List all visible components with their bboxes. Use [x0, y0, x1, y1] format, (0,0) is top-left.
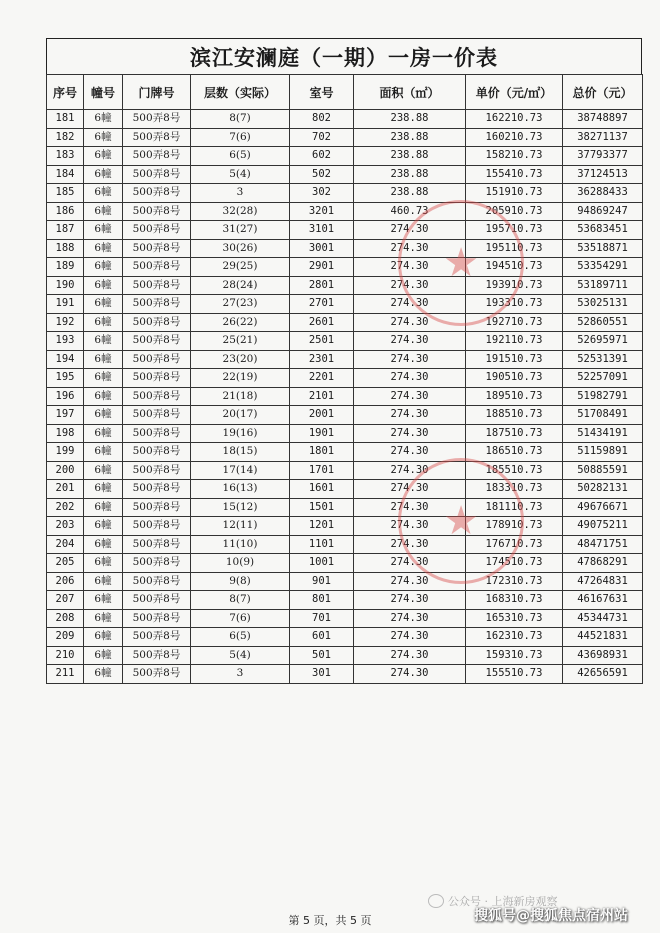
- cell-floor: 23(20): [191, 350, 290, 369]
- cell-area: 274.30: [354, 572, 466, 591]
- cell-index: 188: [47, 239, 84, 258]
- cell-building: 6幢: [84, 332, 123, 351]
- cell-floor: 20(17): [191, 406, 290, 425]
- cell-index: 204: [47, 535, 84, 554]
- cell-room: 601: [290, 628, 354, 647]
- table-row: [47, 332, 643, 351]
- cell-building: 6幢: [84, 276, 123, 295]
- cell-total-price: 51159891: [563, 443, 643, 462]
- cell-unit-price: 183310.73: [466, 480, 563, 499]
- cell-unit-price: 186510.73: [466, 443, 563, 462]
- cell-building: 6幢: [84, 572, 123, 591]
- cell-total-price: 43698931: [563, 646, 643, 665]
- cell-building: 6幢: [84, 110, 123, 129]
- cell-door-number: 500弄8号: [123, 239, 191, 258]
- table-body: [47, 110, 643, 684]
- cell-unit-price: 172310.73: [466, 572, 563, 591]
- cell-index: 194: [47, 350, 84, 369]
- column-header-total-price: 总价（元）: [563, 75, 643, 110]
- cell-building: 6幢: [84, 665, 123, 684]
- cell-room: 2201: [290, 369, 354, 388]
- cell-unit-price: 155510.73: [466, 665, 563, 684]
- cell-index: 183: [47, 147, 84, 166]
- cell-building: 6幢: [84, 406, 123, 425]
- cell-total-price: 44521831: [563, 628, 643, 647]
- cell-door-number: 500弄8号: [123, 498, 191, 517]
- table-row: [47, 628, 643, 647]
- cell-floor: 32(28): [191, 202, 290, 221]
- cell-door-number: 500弄8号: [123, 609, 191, 628]
- cell-index: 198: [47, 424, 84, 443]
- cell-floor: 7(6): [191, 609, 290, 628]
- cell-index: 192: [47, 313, 84, 332]
- cell-area: 274.30: [354, 591, 466, 610]
- cell-index: 208: [47, 609, 84, 628]
- table-row: [47, 665, 643, 684]
- column-header-room: 室号: [290, 75, 354, 110]
- cell-area: 274.30: [354, 535, 466, 554]
- cell-area: 274.30: [354, 461, 466, 480]
- cell-building: 6幢: [84, 535, 123, 554]
- cell-floor: 28(24): [191, 276, 290, 295]
- cell-total-price: 45344731: [563, 609, 643, 628]
- cell-unit-price: 151910.73: [466, 184, 563, 203]
- cell-room: 1101: [290, 535, 354, 554]
- cell-unit-price: 178910.73: [466, 517, 563, 536]
- cell-room: 801: [290, 591, 354, 610]
- cell-unit-price: 193310.73: [466, 295, 563, 314]
- cell-building: 6幢: [84, 517, 123, 536]
- cell-floor: 11(10): [191, 535, 290, 554]
- cell-unit-price: 195710.73: [466, 221, 563, 240]
- cell-room: 1901: [290, 424, 354, 443]
- cell-door-number: 500弄8号: [123, 554, 191, 573]
- cell-building: 6幢: [84, 165, 123, 184]
- cell-building: 6幢: [84, 609, 123, 628]
- table-row: [47, 554, 643, 573]
- seal-star-icon: ★: [443, 498, 479, 544]
- cell-room: 701: [290, 609, 354, 628]
- seal-star-icon: ★: [443, 240, 479, 286]
- cell-building: 6幢: [84, 443, 123, 462]
- cell-unit-price: 165310.73: [466, 609, 563, 628]
- cell-unit-price: 176710.73: [466, 535, 563, 554]
- cell-floor: 10(9): [191, 554, 290, 573]
- cell-room: 301: [290, 665, 354, 684]
- table-row: [47, 165, 643, 184]
- cell-floor: 6(5): [191, 628, 290, 647]
- cell-building: 6幢: [84, 646, 123, 665]
- cell-unit-price: 168310.73: [466, 591, 563, 610]
- cell-building: 6幢: [84, 628, 123, 647]
- cell-total-price: 53189711: [563, 276, 643, 295]
- cell-floor: 27(23): [191, 295, 290, 314]
- cell-door-number: 500弄8号: [123, 350, 191, 369]
- cell-area: 238.88: [354, 128, 466, 147]
- table-header-row: [47, 75, 643, 110]
- table-row: [47, 110, 643, 129]
- cell-index: 191: [47, 295, 84, 314]
- cell-area: 274.30: [354, 387, 466, 406]
- cell-total-price: 51708491: [563, 406, 643, 425]
- cell-area: 274.30: [354, 646, 466, 665]
- cell-room: 802: [290, 110, 354, 129]
- cell-door-number: 500弄8号: [123, 424, 191, 443]
- cell-index: 201: [47, 480, 84, 499]
- cell-floor: 6(5): [191, 147, 290, 166]
- cell-unit-price: 187510.73: [466, 424, 563, 443]
- cell-index: 203: [47, 517, 84, 536]
- table-row: [47, 239, 643, 258]
- cell-unit-price: 185510.73: [466, 461, 563, 480]
- cell-door-number: 500弄8号: [123, 406, 191, 425]
- cell-door-number: 500弄8号: [123, 387, 191, 406]
- document-title: 滨江安澜庭（一期）一房一价表: [46, 38, 642, 74]
- cell-index: 197: [47, 406, 84, 425]
- cell-building: 6幢: [84, 591, 123, 610]
- cell-floor: 31(27): [191, 221, 290, 240]
- cell-unit-price: 162310.73: [466, 628, 563, 647]
- cell-building: 6幢: [84, 313, 123, 332]
- cell-door-number: 500弄8号: [123, 128, 191, 147]
- cell-floor: 17(14): [191, 461, 290, 480]
- table-row: [47, 498, 643, 517]
- cell-floor: 7(6): [191, 128, 290, 147]
- page-footer: 第 5 页，共 5 页: [288, 914, 372, 927]
- cell-unit-price: 159310.73: [466, 646, 563, 665]
- cell-total-price: 37793377: [563, 147, 643, 166]
- cell-area: 274.30: [354, 276, 466, 295]
- cell-building: 6幢: [84, 128, 123, 147]
- cell-floor: 18(15): [191, 443, 290, 462]
- cell-total-price: 53683451: [563, 221, 643, 240]
- cell-building: 6幢: [84, 258, 123, 277]
- cell-unit-price: 195110.73: [466, 239, 563, 258]
- cell-area: 274.30: [354, 443, 466, 462]
- cell-floor: 15(12): [191, 498, 290, 517]
- cell-door-number: 500弄8号: [123, 258, 191, 277]
- cell-total-price: 50885591: [563, 461, 643, 480]
- cell-unit-price: 181110.73: [466, 498, 563, 517]
- cell-area: 274.30: [354, 258, 466, 277]
- cell-building: 6幢: [84, 387, 123, 406]
- cell-index: 202: [47, 498, 84, 517]
- table-row: [47, 313, 643, 332]
- cell-floor: 19(16): [191, 424, 290, 443]
- table-row: [47, 535, 643, 554]
- cell-door-number: 500弄8号: [123, 517, 191, 536]
- cell-unit-price: 174510.73: [466, 554, 563, 573]
- table-row: [47, 517, 643, 536]
- column-header-unit-price: 单价（元/㎡）: [466, 75, 563, 110]
- cell-index: 184: [47, 165, 84, 184]
- cell-index: 187: [47, 221, 84, 240]
- cell-area: 274.30: [354, 517, 466, 536]
- cell-building: 6幢: [84, 221, 123, 240]
- cell-building: 6幢: [84, 147, 123, 166]
- cell-area: 274.30: [354, 424, 466, 443]
- cell-building: 6幢: [84, 350, 123, 369]
- table-row: [47, 258, 643, 277]
- table-row: [47, 128, 643, 147]
- cell-total-price: 49676671: [563, 498, 643, 517]
- cell-building: 6幢: [84, 461, 123, 480]
- cell-total-price: 52531391: [563, 350, 643, 369]
- cell-area: 238.88: [354, 110, 466, 129]
- table-row: [47, 387, 643, 406]
- cell-index: 193: [47, 332, 84, 351]
- cell-area: 238.88: [354, 165, 466, 184]
- cell-room: 2001: [290, 406, 354, 425]
- sohu-watermark: 搜狐号@搜狐焦点宿州站: [474, 908, 628, 924]
- cell-floor: 26(22): [191, 313, 290, 332]
- cell-door-number: 500弄8号: [123, 628, 191, 647]
- cell-total-price: 94869247: [563, 202, 643, 221]
- cell-building: 6幢: [84, 554, 123, 573]
- cell-door-number: 500弄8号: [123, 480, 191, 499]
- cell-room: 2901: [290, 258, 354, 277]
- table-row: [47, 461, 643, 480]
- cell-total-price: 51982791: [563, 387, 643, 406]
- cell-unit-price: 160210.73: [466, 128, 563, 147]
- cell-index: 181: [47, 110, 84, 129]
- cell-door-number: 500弄8号: [123, 295, 191, 314]
- column-header-floor: 层数（实际）: [191, 75, 290, 110]
- cell-total-price: 47868291: [563, 554, 643, 573]
- cell-unit-price: 189510.73: [466, 387, 563, 406]
- cell-area: 274.30: [354, 628, 466, 647]
- cell-building: 6幢: [84, 480, 123, 499]
- cell-index: 185: [47, 184, 84, 203]
- cell-unit-price: 191510.73: [466, 350, 563, 369]
- column-header-area: 面积（㎡）: [354, 75, 466, 110]
- cell-unit-price: 188510.73: [466, 406, 563, 425]
- cell-index: 182: [47, 128, 84, 147]
- cell-total-price: 42656591: [563, 665, 643, 684]
- cell-room: 3201: [290, 202, 354, 221]
- table-row: [47, 406, 643, 425]
- cell-room: 501: [290, 646, 354, 665]
- cell-total-price: 37124513: [563, 165, 643, 184]
- cell-total-price: 51434191: [563, 424, 643, 443]
- cell-door-number: 500弄8号: [123, 369, 191, 388]
- cell-floor: 3: [191, 665, 290, 684]
- cell-room: 3001: [290, 239, 354, 258]
- cell-door-number: 500弄8号: [123, 313, 191, 332]
- cell-door-number: 500弄8号: [123, 591, 191, 610]
- cell-area: 274.30: [354, 369, 466, 388]
- cell-room: 502: [290, 165, 354, 184]
- cell-unit-price: 193910.73: [466, 276, 563, 295]
- cell-door-number: 500弄8号: [123, 110, 191, 129]
- table-row: [47, 609, 643, 628]
- cell-area: 274.30: [354, 480, 466, 499]
- cell-area: 274.30: [354, 498, 466, 517]
- column-header-door-number: 门牌号: [123, 75, 191, 110]
- cell-building: 6幢: [84, 369, 123, 388]
- cell-room: 302: [290, 184, 354, 203]
- cell-total-price: 50282131: [563, 480, 643, 499]
- cell-index: 200: [47, 461, 84, 480]
- cell-building: 6幢: [84, 295, 123, 314]
- cell-room: 2801: [290, 276, 354, 295]
- cell-room: 702: [290, 128, 354, 147]
- cell-index: 211: [47, 665, 84, 684]
- cell-total-price: 49075211: [563, 517, 643, 536]
- cell-index: 195: [47, 369, 84, 388]
- cell-building: 6幢: [84, 202, 123, 221]
- cell-room: 2601: [290, 313, 354, 332]
- cell-floor: 12(11): [191, 517, 290, 536]
- cell-unit-price: 162210.73: [466, 110, 563, 129]
- cell-total-price: 36288433: [563, 184, 643, 203]
- table-row: [47, 591, 643, 610]
- cell-building: 6幢: [84, 239, 123, 258]
- cell-building: 6幢: [84, 184, 123, 203]
- cell-index: 205: [47, 554, 84, 573]
- cell-door-number: 500弄8号: [123, 202, 191, 221]
- table-row: [47, 221, 643, 240]
- cell-index: 199: [47, 443, 84, 462]
- cell-floor: 29(25): [191, 258, 290, 277]
- cell-total-price: 38748897: [563, 110, 643, 129]
- cell-door-number: 500弄8号: [123, 572, 191, 591]
- cell-total-price: 53354291: [563, 258, 643, 277]
- cell-index: 209: [47, 628, 84, 647]
- cell-total-price: 52695971: [563, 332, 643, 351]
- table-row: [47, 572, 643, 591]
- cell-total-price: 46167631: [563, 591, 643, 610]
- cell-door-number: 500弄8号: [123, 147, 191, 166]
- cell-door-number: 500弄8号: [123, 535, 191, 554]
- cell-door-number: 500弄8号: [123, 443, 191, 462]
- cell-area: 274.30: [354, 406, 466, 425]
- cell-building: 6幢: [84, 424, 123, 443]
- table-row: [47, 480, 643, 499]
- cell-floor: 5(4): [191, 165, 290, 184]
- column-header-index: 序号: [47, 75, 84, 110]
- table-row: [47, 350, 643, 369]
- table-row: [47, 443, 643, 462]
- cell-door-number: 500弄8号: [123, 165, 191, 184]
- cell-floor: 16(13): [191, 480, 290, 499]
- cell-area: 274.30: [354, 221, 466, 240]
- cell-floor: 8(7): [191, 110, 290, 129]
- wechat-watermark-text: 公众号 · 上海新房观察: [448, 895, 558, 908]
- cell-room: 3101: [290, 221, 354, 240]
- cell-floor: 21(18): [191, 387, 290, 406]
- cell-index: 190: [47, 276, 84, 295]
- cell-total-price: 52257091: [563, 369, 643, 388]
- cell-area: 274.30: [354, 239, 466, 258]
- cell-index: 189: [47, 258, 84, 277]
- cell-index: 206: [47, 572, 84, 591]
- cell-index: 207: [47, 591, 84, 610]
- cell-room: 2101: [290, 387, 354, 406]
- cell-total-price: 38271137: [563, 128, 643, 147]
- table-row: [47, 646, 643, 665]
- cell-area: 238.88: [354, 147, 466, 166]
- table-row: [47, 276, 643, 295]
- table-row: [47, 184, 643, 203]
- cell-total-price: 52860551: [563, 313, 643, 332]
- cell-area: 274.30: [354, 313, 466, 332]
- cell-door-number: 500弄8号: [123, 221, 191, 240]
- cell-area: 274.30: [354, 554, 466, 573]
- cell-floor: 9(8): [191, 572, 290, 591]
- cell-floor: 3: [191, 184, 290, 203]
- cell-room: 2301: [290, 350, 354, 369]
- price-table: [46, 74, 643, 684]
- table-row: [47, 369, 643, 388]
- cell-room: 901: [290, 572, 354, 591]
- cell-door-number: 500弄8号: [123, 184, 191, 203]
- cell-room: 1201: [290, 517, 354, 536]
- cell-area: 460.73: [354, 202, 466, 221]
- cell-room: 1501: [290, 498, 354, 517]
- cell-area: 274.30: [354, 350, 466, 369]
- cell-room: 2701: [290, 295, 354, 314]
- cell-door-number: 500弄8号: [123, 332, 191, 351]
- table-row: [47, 424, 643, 443]
- cell-area: 274.30: [354, 295, 466, 314]
- cell-unit-price: 192710.73: [466, 313, 563, 332]
- cell-area: 238.88: [354, 184, 466, 203]
- table-row: [47, 147, 643, 166]
- cell-room: 1701: [290, 461, 354, 480]
- cell-door-number: 500弄8号: [123, 276, 191, 295]
- column-header-building: 幢号: [84, 75, 123, 110]
- cell-room: 1801: [290, 443, 354, 462]
- cell-index: 186: [47, 202, 84, 221]
- cell-floor: 25(21): [191, 332, 290, 351]
- cell-room: 1601: [290, 480, 354, 499]
- cell-total-price: 53025131: [563, 295, 643, 314]
- cell-floor: 8(7): [191, 591, 290, 610]
- cell-building: 6幢: [84, 498, 123, 517]
- cell-index: 210: [47, 646, 84, 665]
- cell-door-number: 500弄8号: [123, 665, 191, 684]
- cell-area: 274.30: [354, 332, 466, 351]
- cell-unit-price: 194510.73: [466, 258, 563, 277]
- cell-unit-price: 205910.73: [466, 202, 563, 221]
- cell-total-price: 48471751: [563, 535, 643, 554]
- cell-area: 274.30: [354, 665, 466, 684]
- table-row: [47, 202, 643, 221]
- cell-floor: 22(19): [191, 369, 290, 388]
- wechat-icon: [428, 894, 444, 908]
- cell-unit-price: 155410.73: [466, 165, 563, 184]
- cell-area: 274.30: [354, 609, 466, 628]
- cell-total-price: 53518871: [563, 239, 643, 258]
- cell-unit-price: 192110.73: [466, 332, 563, 351]
- cell-index: 196: [47, 387, 84, 406]
- table-row: [47, 295, 643, 314]
- cell-door-number: 500弄8号: [123, 646, 191, 665]
- price-list-sheet: [46, 38, 642, 684]
- cell-total-price: 47264831: [563, 572, 643, 591]
- cell-unit-price: 158210.73: [466, 147, 563, 166]
- cell-floor: 5(4): [191, 646, 290, 665]
- cell-unit-price: 190510.73: [466, 369, 563, 388]
- cell-room: 2501: [290, 332, 354, 351]
- cell-room: 1001: [290, 554, 354, 573]
- cell-floor: 30(26): [191, 239, 290, 258]
- cell-room: 602: [290, 147, 354, 166]
- cell-door-number: 500弄8号: [123, 461, 191, 480]
